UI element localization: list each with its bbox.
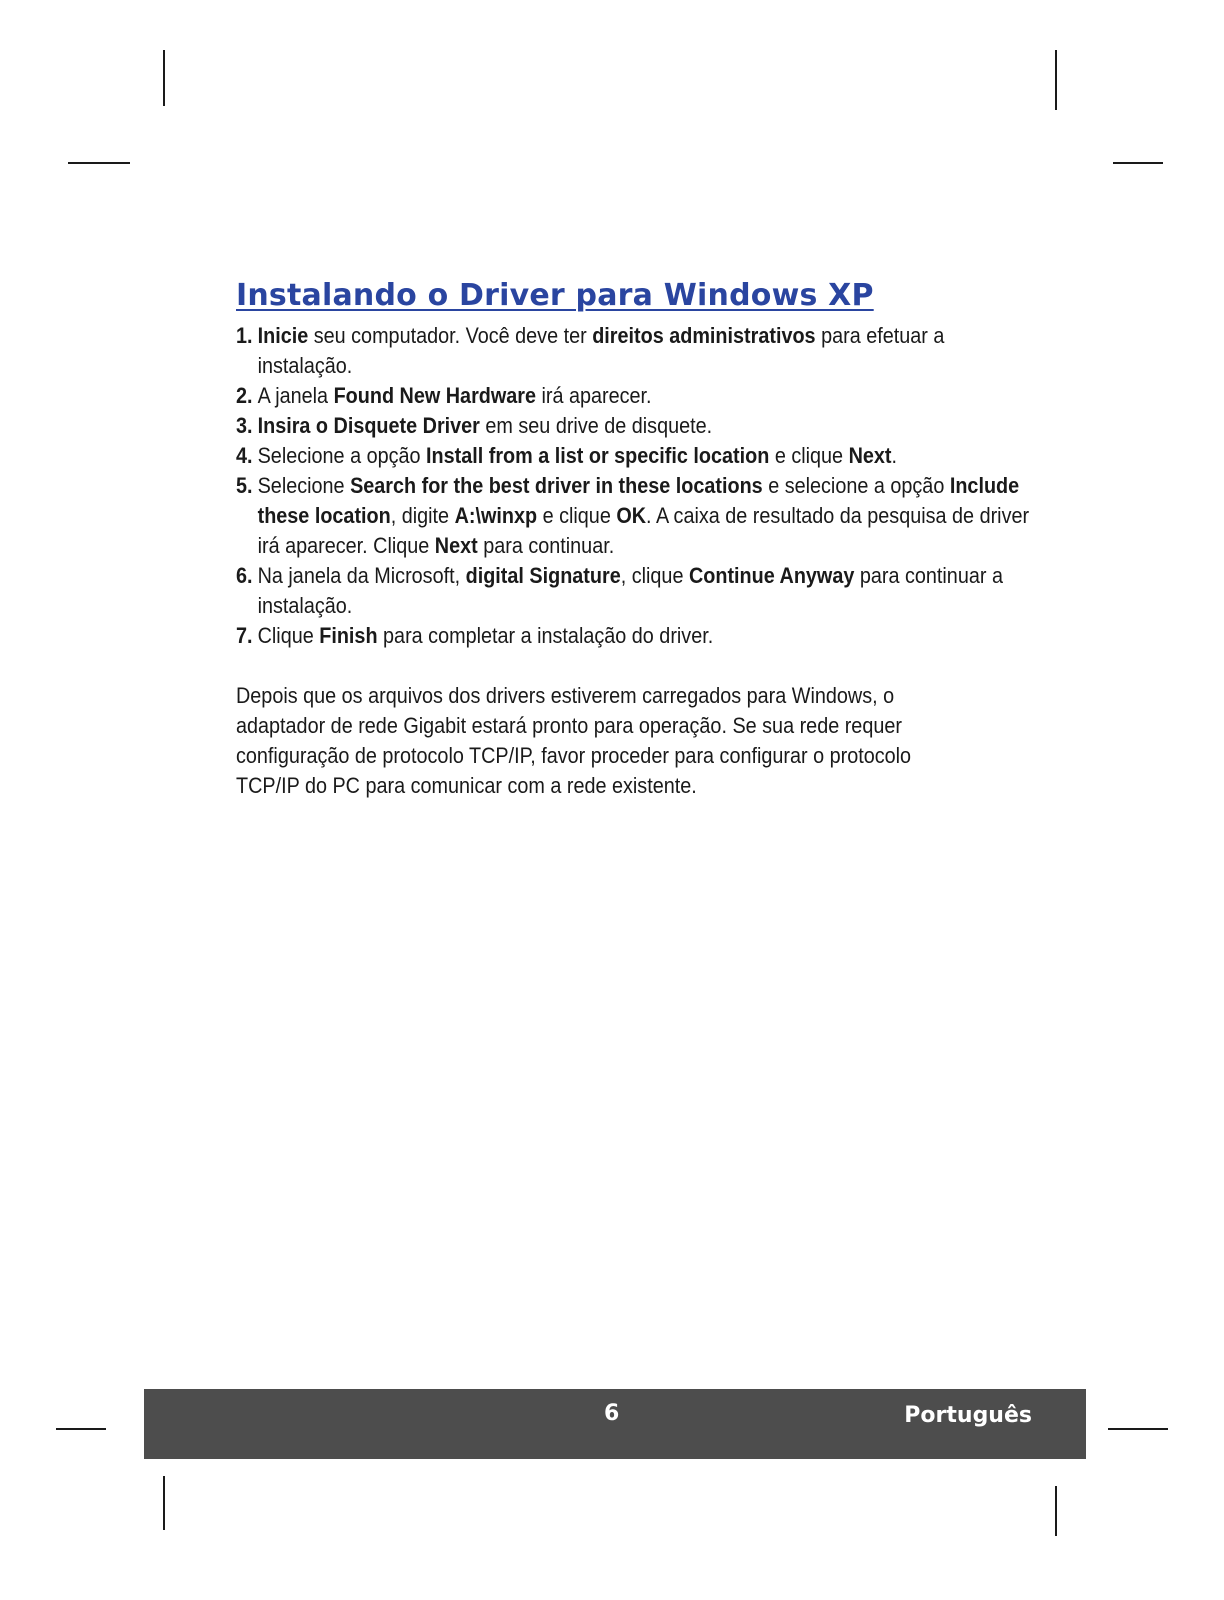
step-text: Clique Finish para completar a instalação do driver.	[257, 623, 714, 648]
step-text: Insira o Disquete Driver em seu drive de disquete.	[257, 413, 713, 438]
step-item	[236, 411, 1032, 441]
page-title: Instalando o Driver para Windows XP	[236, 278, 874, 313]
step-number: 4.	[236, 443, 253, 468]
step-item	[236, 621, 1032, 651]
page-number: 6	[604, 1401, 620, 1426]
step-item	[236, 471, 1032, 561]
installation-steps-list	[236, 321, 1030, 651]
crop-mark-bottom-left-horizontal	[56, 1428, 106, 1430]
step-text: Selecione a opção Install from a list or specific location e clique Next.	[257, 443, 898, 468]
step-item	[236, 561, 1032, 621]
crop-mark-bottom-right-vertical	[1055, 1486, 1057, 1536]
step-number: 5.	[236, 473, 253, 498]
step-item	[236, 381, 1032, 411]
crop-mark-bottom-left-vertical	[163, 1476, 165, 1530]
footer-language-label: Português	[904, 1403, 1032, 1428]
step-text: Na janela da Microsoft, digital Signature, clique Continue Anyway para continuar a instalação.	[257, 563, 1003, 618]
crop-mark-top-right-vertical	[1055, 50, 1057, 110]
step-number: 6.	[236, 563, 253, 588]
closing-paragraph: Depois que os arquivos dos drivers estiverem carregados para Windows, o adaptador de rede Gigabit estará pronto para operação. Se sua rede requer configuração de protocolo TCP/IP, favor proceder para configurar o protocolo TCP/IP do PC para comunicar com a rede existente.	[236, 683, 912, 798]
step-number: 2.	[236, 383, 253, 408]
step-text: Selecione Search for the best driver in these locations e selecione a opção Include these location, digite A:\winxp e clique OK. A caixa de resultado da pesquisa de driver irá aparecer. Clique Next para continuar.	[257, 473, 1030, 558]
step-number: 1.	[236, 323, 253, 348]
step-number: 7.	[236, 623, 253, 648]
step-text: Inicie seu computador. Você deve ter direitos administrativos para efetuar a instalação.	[257, 323, 945, 378]
step-text: A janela Found New Hardware irá aparecer.	[257, 383, 652, 408]
crop-mark-top-right-horizontal	[1113, 162, 1163, 164]
crop-mark-top-left-vertical	[163, 50, 165, 106]
step-item	[236, 321, 1032, 381]
footer-bar	[144, 1389, 1086, 1459]
page-content	[236, 278, 1030, 823]
step-number: 3.	[236, 413, 253, 438]
step-item	[236, 441, 1032, 471]
crop-mark-bottom-right-horizontal	[1108, 1428, 1168, 1430]
crop-mark-top-left-horizontal	[68, 162, 130, 164]
